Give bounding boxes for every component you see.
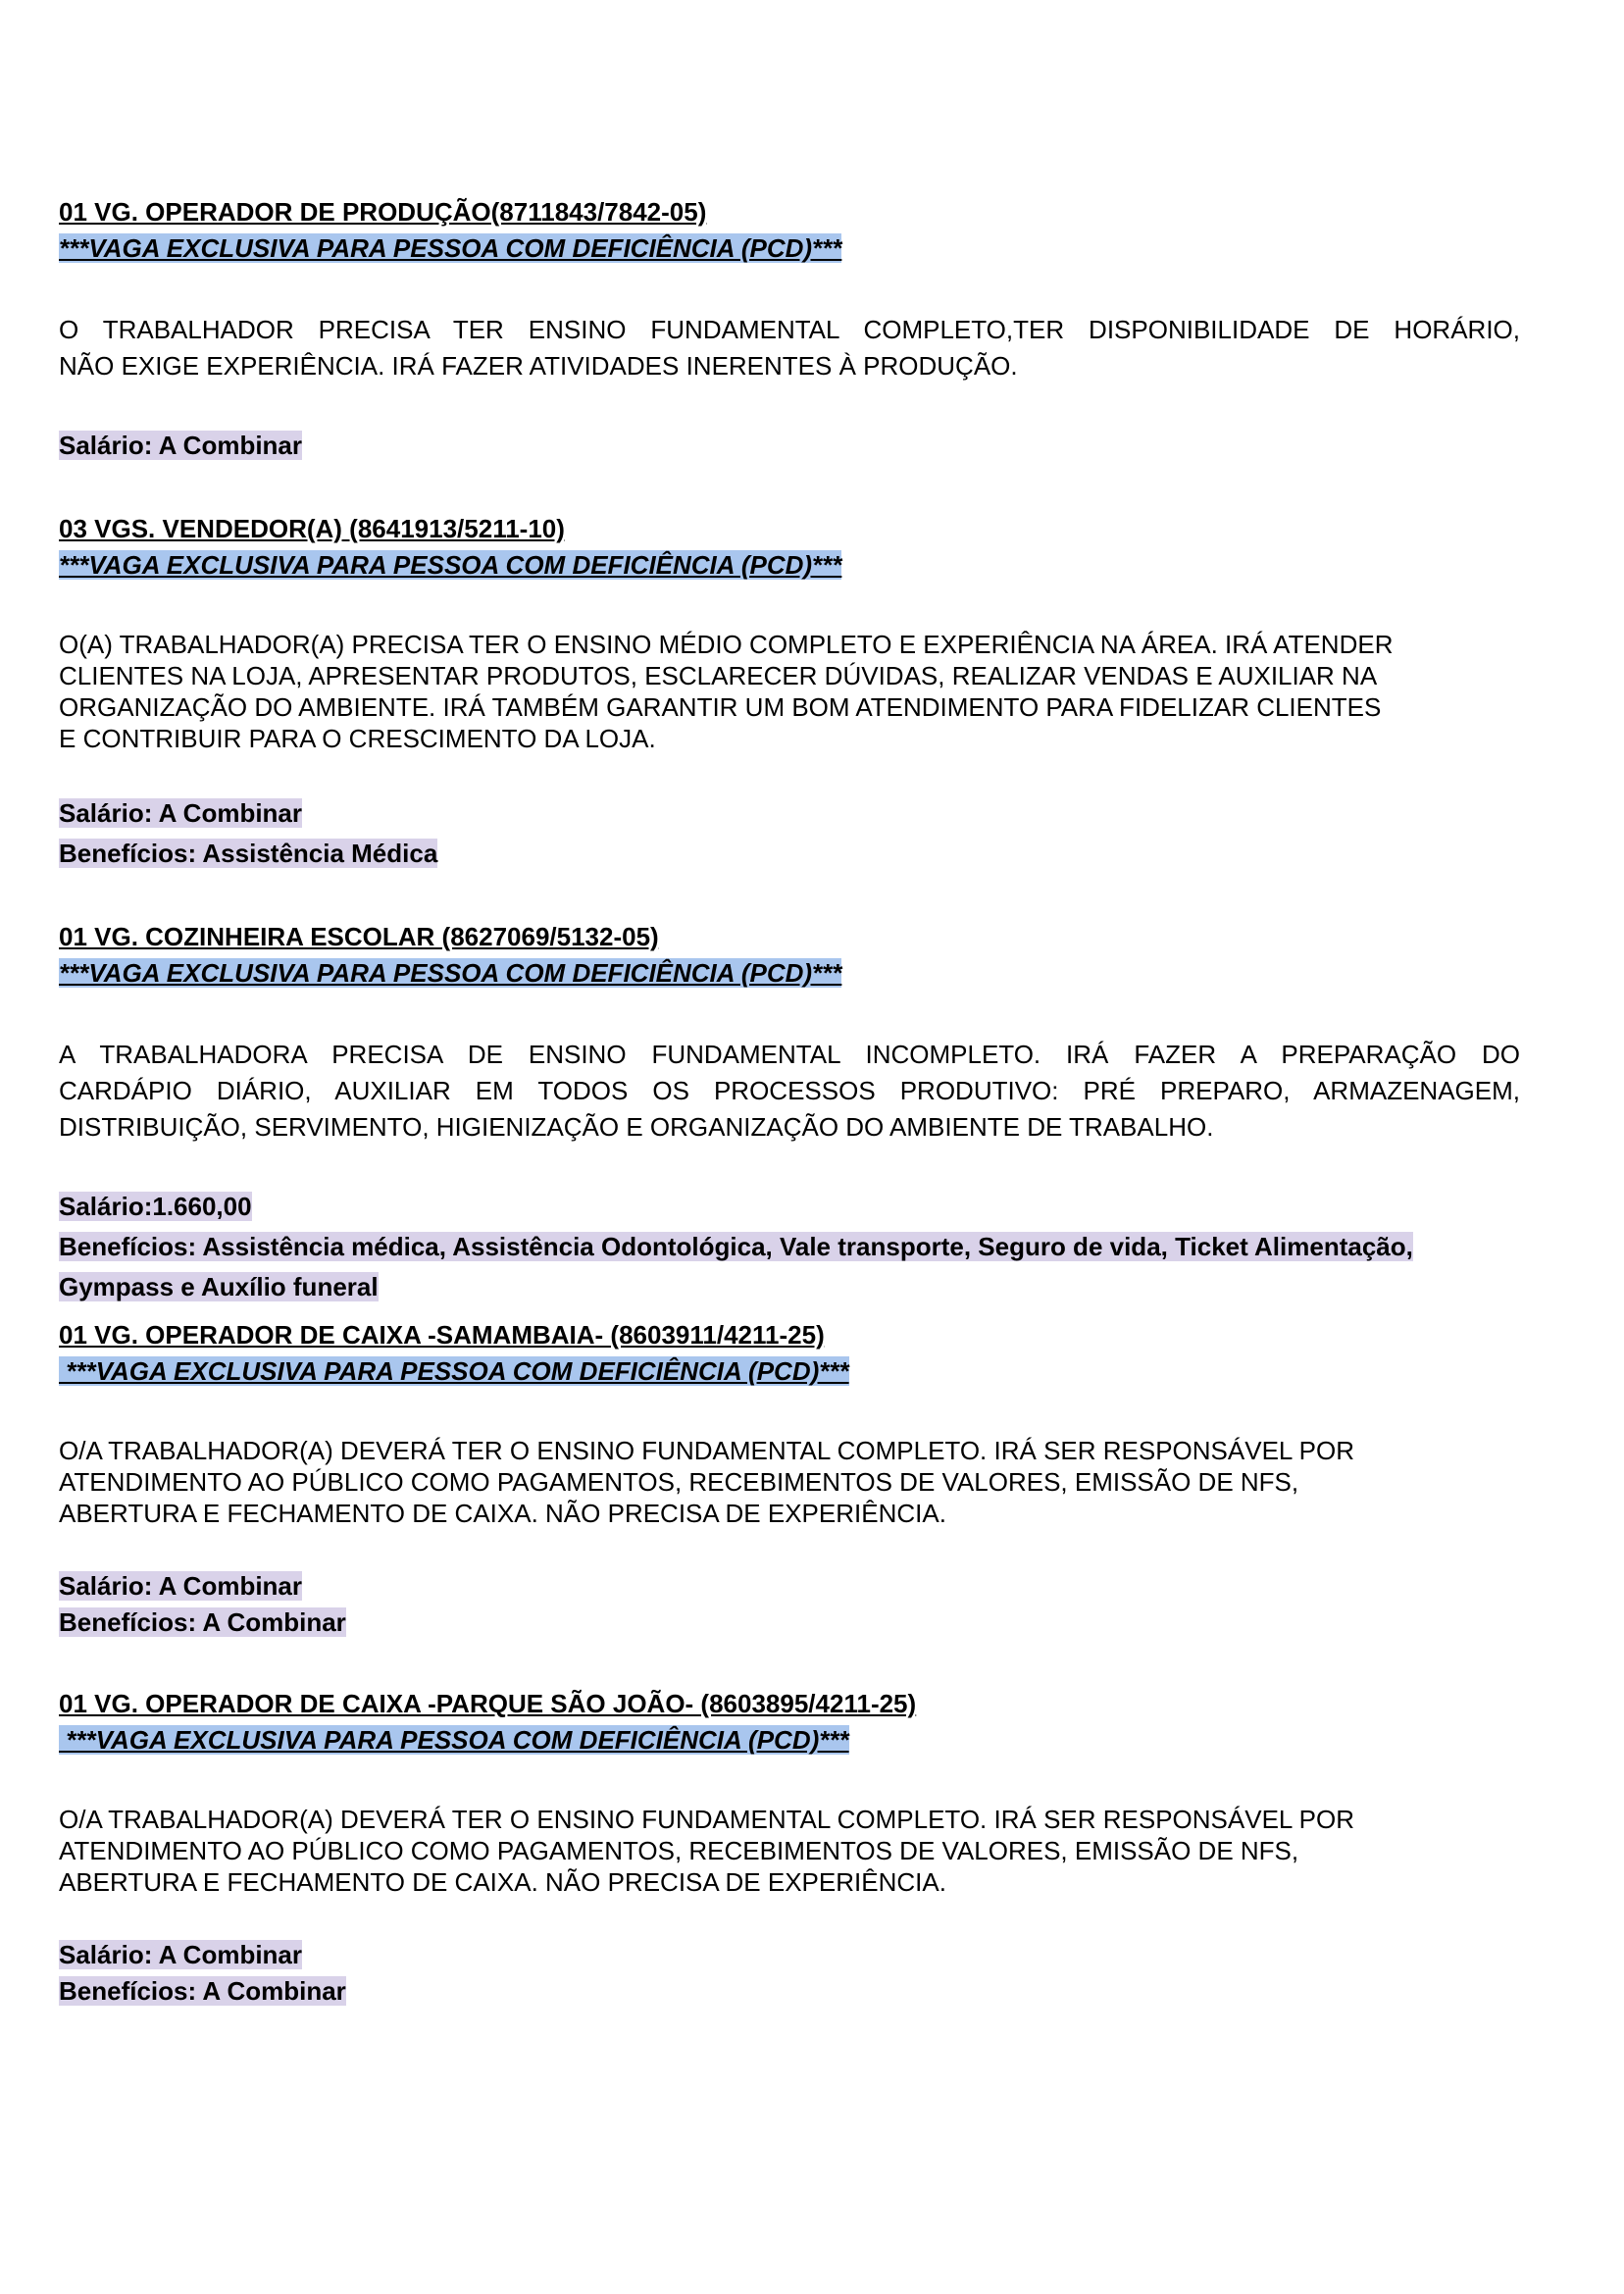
description-line: O/A TRABALHADOR(A) DEVERÁ TER O ENSINO FUNDAMENTAL COMPLETO. IRÁ SER RESPONSÁVEL POR (59, 1436, 1354, 1465)
job-title: 03 VGS. VENDEDOR(A) (8641913/5211-10) (59, 514, 565, 543)
description-line: ATENDIMENTO AO PÚBLICO COMO PAGAMENTOS, RECEBIMENTOS DE VALORES, EMISSÃO DE NFS, (59, 1467, 1299, 1497)
description-line: ORGANIZAÇÃO DO AMBIENTE. IRÁ TAMBÉM GARANTIR UM BOM ATENDIMENTO PARA FIDELIZAR CLIENTES (59, 692, 1382, 722)
pcd-notice: ***VAGA EXCLUSIVA PARA PESSOA COM DEFICIÊNCIA (PCD)*** (59, 1356, 849, 1386)
pcd-notice: ***VAGA EXCLUSIVA PARA PESSOA COM DEFICIÊNCIA (PCD)*** (59, 1725, 849, 1755)
job-listing-4 (59, 1317, 1520, 1643)
job-description (59, 1804, 1520, 1898)
description-line: NÃO EXIGE EXPERIÊNCIA. IRÁ FAZER ATIVIDADES INERENTES À PRODUÇÃO. (59, 351, 1018, 381)
job-title: 01 VG. OPERADOR DE CAIXA -SAMAMBAIA- (8603911/4211-25) (59, 1320, 825, 1350)
job-listings-page (59, 194, 1520, 2012)
description-line: A TRABALHADORA PRECISA DE ENSINO FUNDAMENTAL INCOMPLETO. IRÁ FAZER A PREPARAÇÃO DO (59, 1040, 1520, 1069)
salary-label: Salário: A Combinar (59, 431, 303, 460)
description-line: O(A) TRABALHADOR(A) PRECISA TER O ENSINO MÉDIO COMPLETO E EXPERIÊNCIA NA ÁREA. IRÁ ATENDER (59, 630, 1394, 659)
salary-label: Salário: A Combinar (59, 1940, 303, 1969)
job-listing-1 (59, 194, 1520, 468)
benefits-label: Benefícios: A Combinar (59, 1976, 346, 2006)
pcd-notice: ***VAGA EXCLUSIVA PARA PESSOA COM DEFICIÊNCIA (PCD)*** (59, 233, 842, 263)
job-description (59, 629, 1520, 754)
benefits-label-continued: Gympass e Auxílio funeral (59, 1272, 379, 1301)
benefits-label: Benefícios: Assistência Médica (59, 839, 438, 868)
job-description (59, 1037, 1520, 1146)
job-title: 01 VG. COZINHEIRA ESCOLAR (8627069/5132-05) (59, 922, 659, 951)
description-line: ABERTURA E FECHAMENTO DE CAIXA. NÃO PRECISA DE EXPERIÊNCIA. (59, 1499, 946, 1528)
job-title: 01 VG. OPERADOR DE CAIXA -PARQUE SÃO JOÃO- (8603895/4211-25) (59, 1689, 917, 1718)
description-line: ABERTURA E FECHAMENTO DE CAIXA. NÃO PRECISA DE EXPERIÊNCIA. (59, 1867, 946, 1897)
description-line: CARDÁPIO DIÁRIO, AUXILIAR EM TODOS OS PROCESSOS PRODUTIVO: PRÉ PREPARO, ARMAZENAGEM, (59, 1076, 1520, 1105)
pcd-notice: ***VAGA EXCLUSIVA PARA PESSOA COM DEFICIÊNCIA (PCD)*** (59, 958, 842, 988)
description-line: DISTRIBUIÇÃO, SERVIMENTO, HIGIENIZAÇÃO E ORGANIZAÇÃO DO AMBIENTE DE TRABALHO. (59, 1112, 1214, 1142)
job-listing-5 (59, 1686, 1520, 2012)
job-description (59, 312, 1520, 384)
description-line: CLIENTES NA LOJA, APRESENTAR PRODUTOS, ESCLARECER DÚVIDAS, REALIZAR VENDAS E AUXILIAR NA (59, 661, 1378, 690)
job-description (59, 1435, 1520, 1529)
salary-label: Salário: A Combinar (59, 798, 303, 828)
description-line: O/A TRABALHADOR(A) DEVERÁ TER O ENSINO FUNDAMENTAL COMPLETO. IRÁ SER RESPONSÁVEL POR (59, 1805, 1354, 1834)
salary-label: Salário: A Combinar (59, 1571, 303, 1601)
description-line: O TRABALHADOR PRECISA TER ENSINO FUNDAMENTAL COMPLETO,TER DISPONIBILIDADE DE HORÁRIO, (59, 315, 1520, 344)
pcd-notice: ***VAGA EXCLUSIVA PARA PESSOA COM DEFICIÊNCIA (PCD)*** (59, 550, 842, 580)
job-listing-2 (59, 511, 1520, 876)
description-line: ATENDIMENTO AO PÚBLICO COMO PAGAMENTOS, RECEBIMENTOS DE VALORES, EMISSÃO DE NFS, (59, 1836, 1299, 1865)
description-line: E CONTRIBUIR PARA O CRESCIMENTO DA LOJA. (59, 724, 656, 753)
benefits-label: Benefícios: A Combinar (59, 1607, 346, 1637)
salary-label: Salário:1.660,00 (59, 1192, 252, 1221)
job-listing-3 (59, 919, 1520, 1309)
job-title: 01 VG. OPERADOR DE PRODUÇÃO(8711843/7842-05) (59, 197, 707, 227)
benefits-label: Benefícios: Assistência médica, Assistência Odontológica, Vale transporte, Seguro de vida, Ticket Alimentação, (59, 1232, 1413, 1261)
